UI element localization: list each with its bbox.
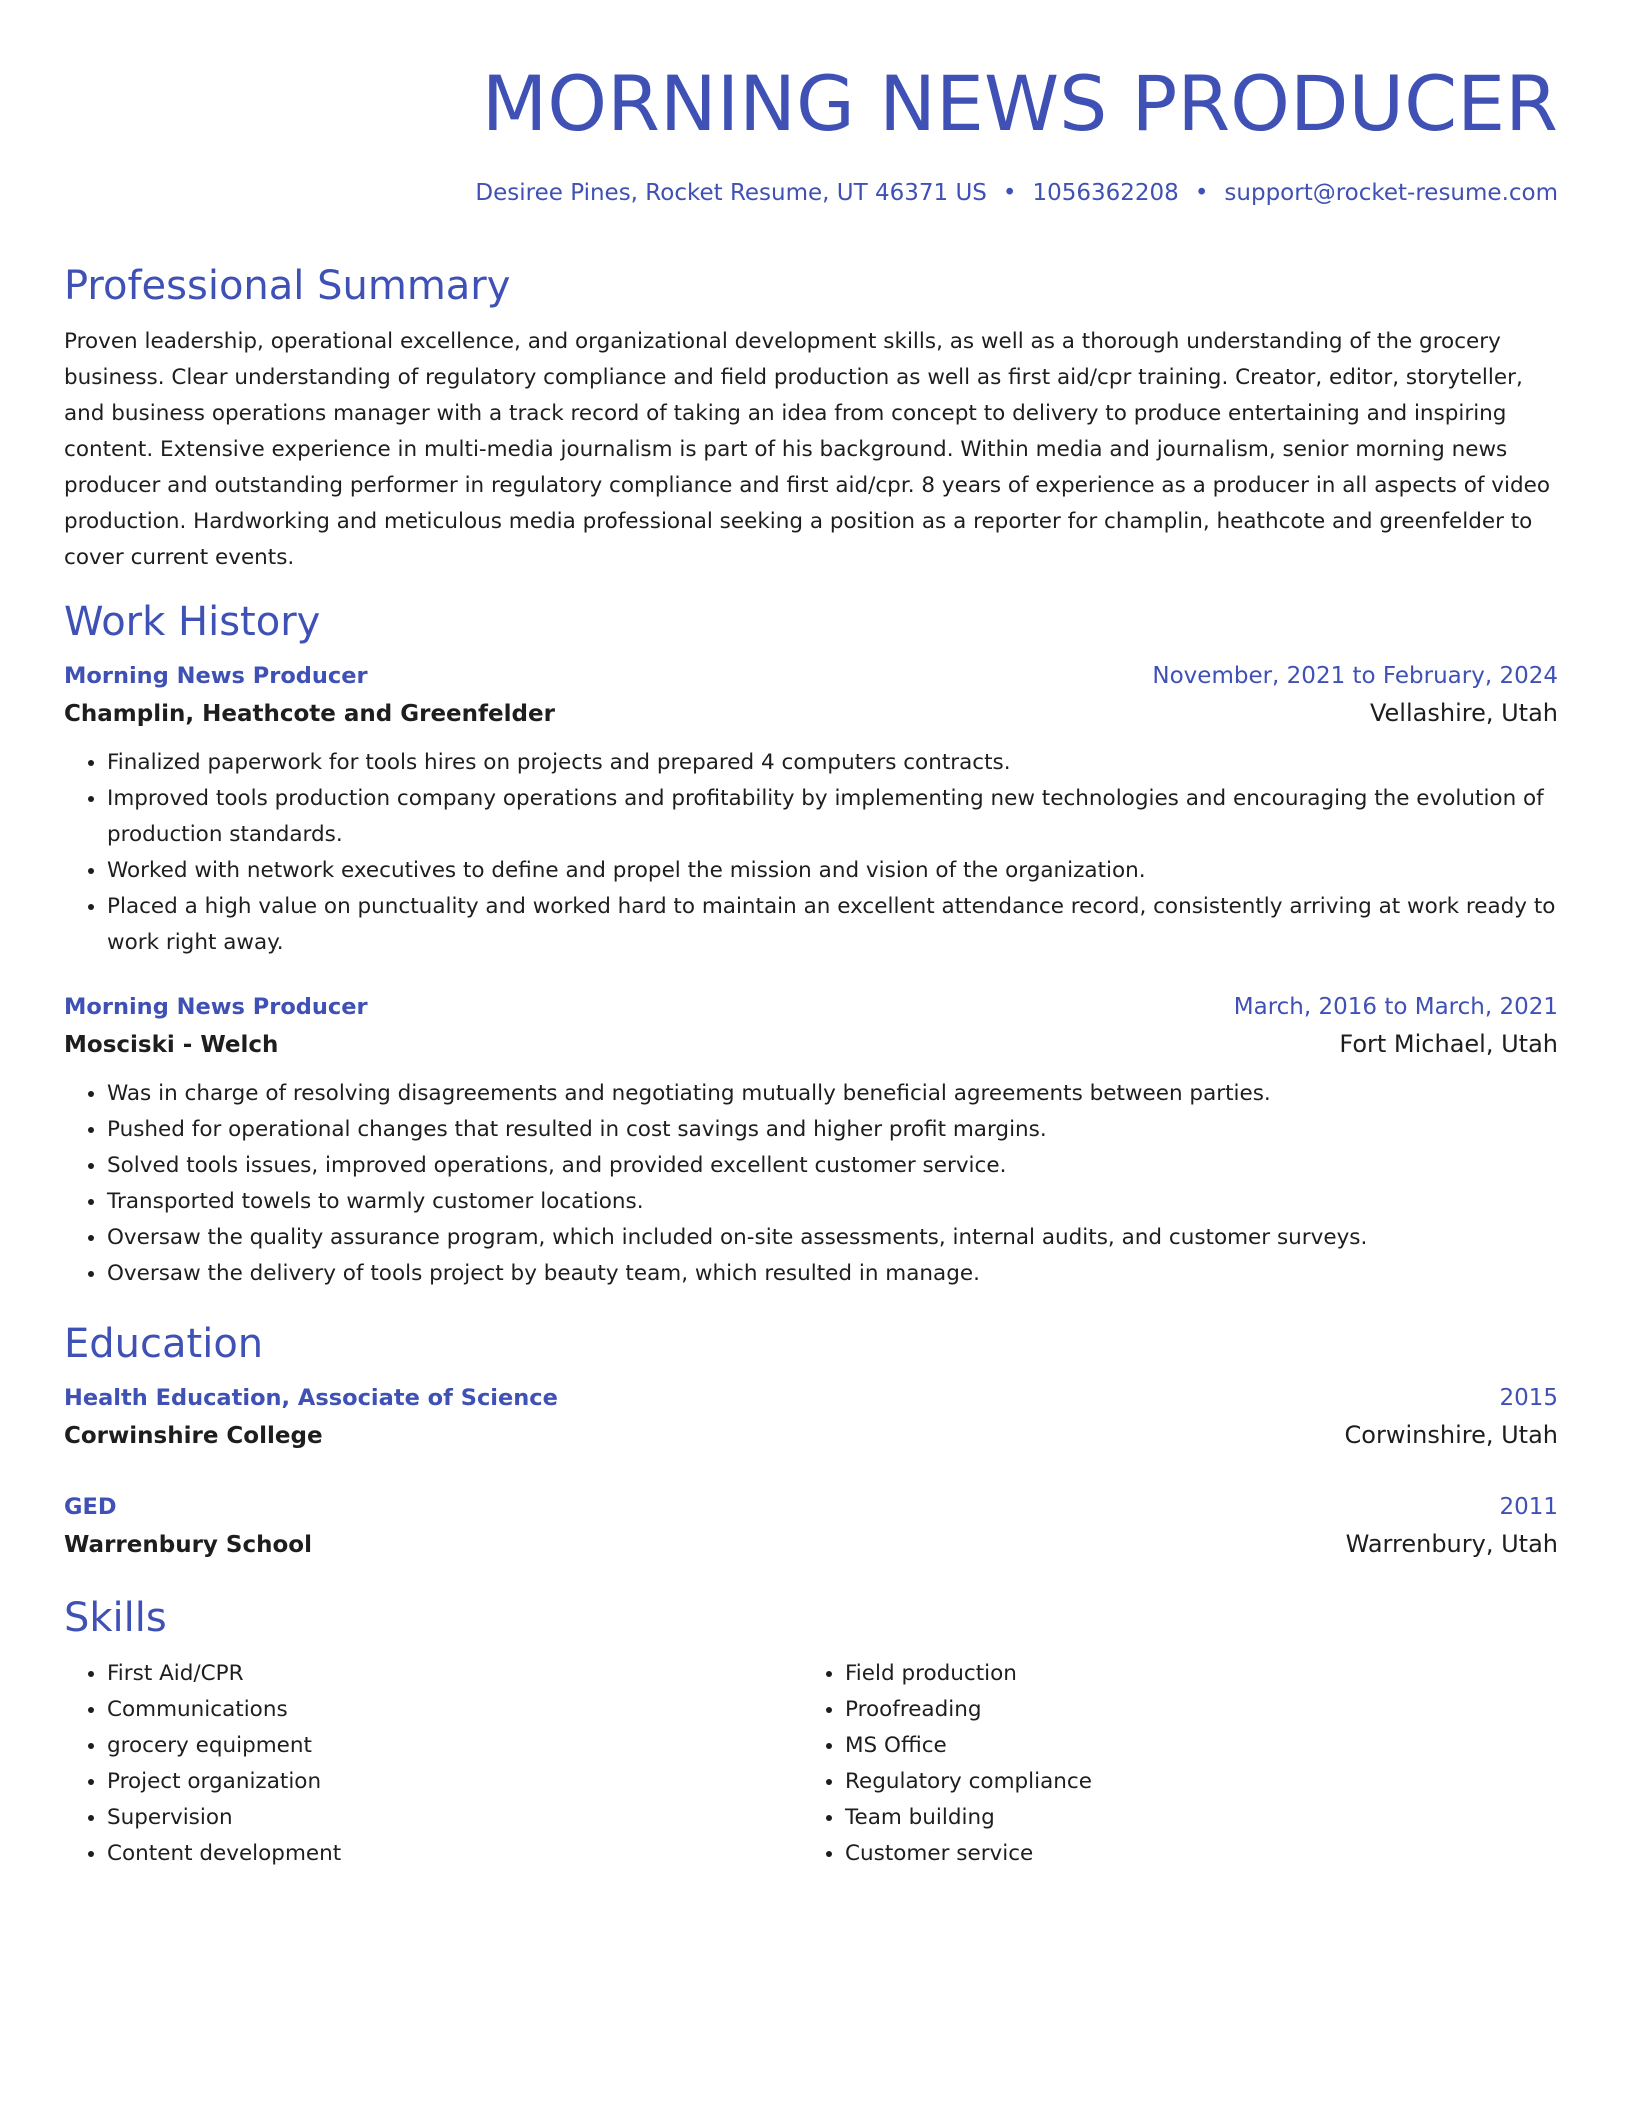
contact-separator: • bbox=[1002, 180, 1017, 206]
job-dates: March, 2016 to March, 2021 bbox=[1233, 994, 1558, 1020]
skill-item: • Proofreading bbox=[845, 1692, 1498, 1728]
skill-item: • Communications bbox=[107, 1692, 760, 1728]
job-company: Champlin, Heathcote and Greenfelder bbox=[64, 701, 555, 727]
education-school: Warrenbury School bbox=[64, 1532, 312, 1558]
skill-item: • Team building bbox=[845, 1800, 1498, 1836]
skill-item: • Regulatory compliance bbox=[845, 1764, 1498, 1800]
skills-column-left bbox=[64, 1656, 760, 1872]
education-year: 2011 bbox=[1499, 1494, 1558, 1520]
job-bullet: • Pushed for operational changes that resulted in cost savings and higher profit margins. bbox=[107, 1112, 1558, 1148]
section-title-skills: Skills bbox=[64, 1595, 167, 1641]
education-entry bbox=[64, 1489, 1558, 1564]
skill-item: • Supervision bbox=[107, 1800, 760, 1836]
job-bullet: • Placed a high value on punctuality and worked hard to maintain an excellent attendance record, consistently arriving at work ready to work right away. bbox=[107, 889, 1558, 961]
skill-item: • Project organization bbox=[107, 1764, 760, 1800]
job-bullet: • Oversaw the delivery of tools project by beauty team, which resulted in manage. bbox=[107, 1256, 1558, 1292]
skills-column-right bbox=[802, 1656, 1498, 1872]
contact-line bbox=[64, 178, 1558, 208]
work-entry bbox=[64, 658, 1558, 961]
skill-item: • MS Office bbox=[845, 1728, 1498, 1764]
education-location: Warrenbury, Utah bbox=[1345, 1530, 1558, 1558]
contact-email: support@rocket-resume.com bbox=[1224, 180, 1558, 206]
job-role: Morning News Producer bbox=[64, 663, 368, 689]
work-entry bbox=[64, 989, 1558, 1292]
section-title-education: Education bbox=[64, 1321, 264, 1367]
summary-text: Proven leadership, operational excellence, and organizational development skills, as well as a thorough understanding of the grocery business. Clear understanding of regulatory compliance and field production as well as first aid/cpr training. Creator, editor, storyteller, and business operations manager with a track record of taking an idea from concept to delivery to produce entertaining and inspiring content. Extensive experience in multi-media journalism is part of his background. Within media and journalism, senior morning news producer and outstanding performer in regulatory compliance and first aid/cpr. 8 years of experience as a producer in all aspects of video production. Hardworking and meticulous media professional seeking a position as a reporter for champlin, heathcote and greenfelder to cover current events. bbox=[64, 329, 1551, 570]
job-bullet: • Finalized paperwork for tools hires on projects and prepared 4 computers contracts. bbox=[107, 745, 1558, 781]
skill-item: • First Aid/CPR bbox=[107, 1656, 760, 1692]
job-dates: November, 2021 to February, 2024 bbox=[1152, 663, 1558, 689]
job-bullet: • Solved tools issues, improved operations, and provided excellent customer service. bbox=[107, 1148, 1558, 1184]
job-company: Mosciski - Welch bbox=[64, 1032, 279, 1058]
education-location: Corwinshire, Utah bbox=[1344, 1421, 1558, 1449]
skill-item: • Field production bbox=[845, 1656, 1498, 1692]
contact-separator: • bbox=[1194, 180, 1209, 206]
education-degree: GED bbox=[64, 1494, 117, 1520]
education-degree: Health Education, Associate of Science bbox=[64, 1385, 558, 1411]
skill-item: • Content development bbox=[107, 1836, 760, 1872]
education-school: Corwinshire College bbox=[64, 1423, 323, 1449]
job-bullets bbox=[64, 745, 1558, 961]
skill-item: • grocery equipment bbox=[107, 1728, 760, 1764]
job-bullet: • Oversaw the quality assurance program, which included on-site assessments, internal audits, and customer surveys. bbox=[107, 1220, 1558, 1256]
job-bullet: • Improved tools production company operations and profitability by implementing new technologies and encouraging the evolution of production standards. bbox=[107, 781, 1558, 853]
job-bullet: • Transported towels to warmly customer locations. bbox=[107, 1184, 1558, 1220]
skills-grid bbox=[64, 1656, 1558, 1872]
education-entry bbox=[64, 1380, 1558, 1455]
skill-item: • Customer service bbox=[845, 1836, 1498, 1872]
contact-address: Desiree Pines, Rocket Resume, UT 46371 US bbox=[475, 180, 987, 206]
section-title-work-history: Work History bbox=[64, 599, 321, 645]
page-title: MORNING NEWS PRODUCER bbox=[481, 59, 1558, 148]
job-bullet: • Worked with network executives to define and propel the mission and vision of the organization. bbox=[107, 853, 1558, 889]
job-bullets bbox=[64, 1076, 1558, 1292]
education-year: 2015 bbox=[1499, 1385, 1558, 1411]
job-bullet: • Was in charge of resolving disagreements and negotiating mutually beneficial agreements between parties. bbox=[107, 1076, 1558, 1112]
resume-page bbox=[64, 0, 1558, 1872]
contact-phone: 1056362208 bbox=[1032, 180, 1179, 206]
section-title-summary: Professional Summary bbox=[64, 263, 511, 309]
job-location: Vellashire, Utah bbox=[1369, 699, 1558, 727]
job-location: Fort Michael, Utah bbox=[1339, 1030, 1558, 1058]
job-role: Morning News Producer bbox=[64, 994, 368, 1020]
